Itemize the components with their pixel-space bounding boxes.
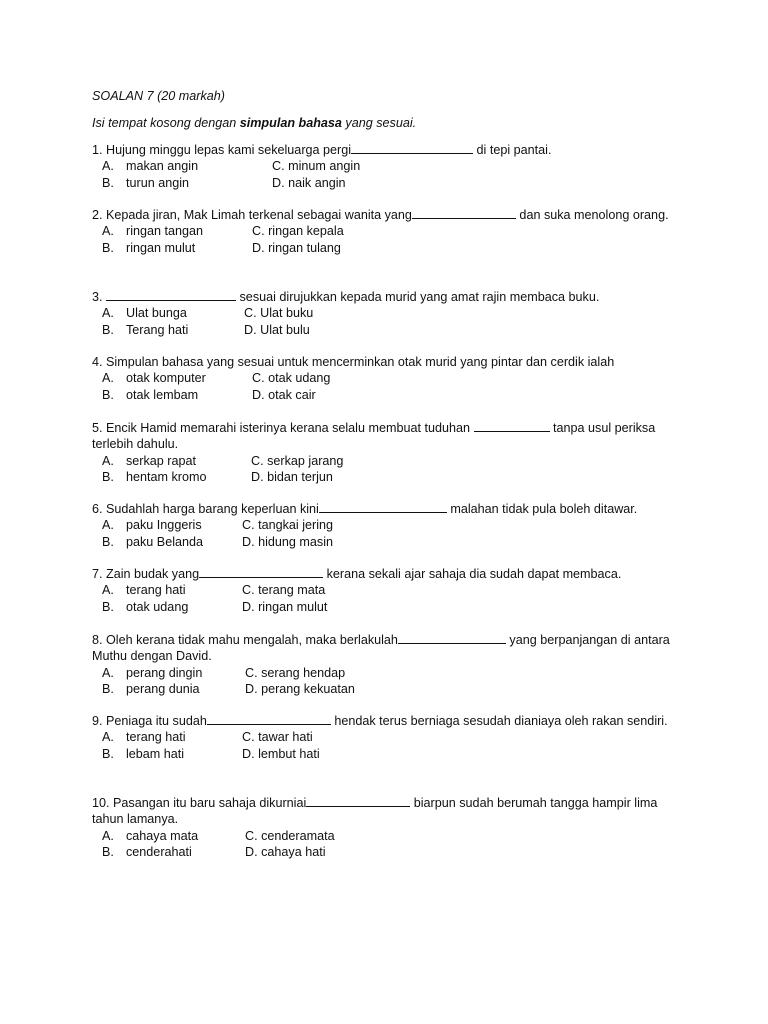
option-c[interactable]: C. otak udang	[252, 371, 331, 386]
option-b[interactable]: B. ringan mulut	[102, 240, 196, 255]
stem-before: 7. Zain budak yang	[92, 567, 200, 581]
options-row-2	[92, 322, 682, 338]
option-a[interactable]: A. Ulat bunga	[102, 306, 187, 321]
options-row-1	[92, 223, 682, 239]
question-9	[92, 713, 682, 762]
question-5	[92, 420, 682, 486]
question-stem	[92, 566, 682, 582]
option-b[interactable]: B. Terang hati	[102, 322, 189, 337]
stem-after: hendak terus berniaga sesudah dianiaya oleh rakan sendiri.	[330, 714, 668, 728]
answer-blank[interactable]	[398, 632, 506, 644]
question-stem	[92, 632, 682, 665]
options-row-2	[92, 240, 682, 256]
option-d[interactable]: D. naik angin	[272, 175, 346, 190]
option-c[interactable]: C. serang hendap	[245, 665, 346, 680]
question-2	[92, 207, 682, 256]
stem-after: biarpun sudah berumah tangga hampir lima tahun lamanya.	[92, 796, 658, 827]
answer-blank[interactable]	[351, 142, 473, 154]
section-title: SOALAN 7 (20 markah)	[92, 89, 225, 103]
instruction-bold: simpulan bahasa	[239, 116, 342, 130]
option-b[interactable]: B. otak udang	[102, 599, 189, 614]
stem-before: 5. Encik Hamid memarahi isterinya kerana selalu membuat tuduhan	[92, 421, 474, 435]
answer-blank[interactable]	[319, 501, 447, 513]
option-b[interactable]: B. hentam kromo	[102, 470, 207, 485]
option-d[interactable]: D. Ulat bulu	[244, 322, 310, 337]
options-row-2	[92, 599, 682, 615]
option-d[interactable]: D. perang kekuatan	[245, 682, 355, 697]
question-4	[92, 354, 692, 403]
question-8	[92, 632, 682, 698]
options-row-1	[92, 665, 682, 681]
stem-after: di tepi pantai.	[473, 143, 552, 157]
answer-blank[interactable]	[306, 795, 410, 807]
instruction-pre: Isi tempat kosong dengan	[92, 116, 240, 130]
question-stem	[92, 142, 682, 158]
option-d[interactable]: D. hidung masin	[242, 534, 334, 549]
answer-blank[interactable]	[207, 713, 331, 725]
stem-before: 9. Peniaga itu sudah	[92, 714, 207, 728]
question-1	[92, 142, 682, 191]
options-row-1	[92, 370, 692, 386]
options-row-1	[92, 305, 682, 321]
question-10	[92, 795, 682, 861]
question-6	[92, 501, 692, 550]
question-7	[92, 566, 682, 615]
option-a[interactable]: A. perang dingin	[102, 665, 203, 680]
option-b[interactable]: B. paku Belanda	[102, 534, 204, 549]
options-row-1	[92, 453, 682, 469]
question-stem	[92, 289, 682, 305]
answer-blank[interactable]	[106, 289, 236, 301]
stem-after: sesuai dirujukkan kepada murid yang amat rajin membaca buku.	[236, 290, 600, 304]
option-d[interactable]: D. ringan mulut	[242, 599, 328, 614]
stem-after: yang berpanjangan di antara Muthu dengan David.	[92, 633, 670, 664]
stem-before: 2. Kepada jiran, Mak Limah terkenal sebagai wanita yang	[92, 208, 412, 222]
options-row-2	[92, 844, 682, 860]
answer-blank[interactable]	[412, 207, 516, 219]
stem-before: 8. Oleh kerana tidak mahu mengalah, maka berlakulah	[92, 633, 398, 647]
options-row-1	[92, 158, 682, 174]
options-row-1	[92, 582, 682, 598]
option-a[interactable]: A. paku Inggeris	[102, 518, 202, 533]
option-b[interactable]: B. otak lembam	[102, 387, 199, 402]
option-c[interactable]: C. tawar hati	[242, 730, 313, 745]
option-c[interactable]: C. ringan kepala	[252, 224, 344, 239]
stem-after: kerana sekali ajar sahaja dia sudah dapat membaca.	[323, 567, 622, 581]
option-b[interactable]: B. turun angin	[102, 175, 190, 190]
option-d[interactable]: D. cahaya hati	[245, 845, 326, 860]
option-a[interactable]: A. ringan tangan	[102, 224, 204, 239]
options-row-2	[92, 746, 682, 762]
option-a[interactable]: A. terang hati	[102, 730, 186, 745]
question-stem	[92, 795, 682, 828]
stem-after: malahan tidak pula boleh ditawar.	[446, 502, 638, 516]
option-b[interactable]: B. cenderahati	[102, 845, 192, 860]
instruction-text	[92, 115, 416, 131]
option-d[interactable]: D. otak cair	[252, 387, 316, 402]
question-stem	[92, 207, 682, 223]
option-a[interactable]: A. terang hati	[102, 583, 186, 598]
stem-after: tanpa usul periksa terlebih dahulu.	[92, 421, 656, 452]
option-c[interactable]: C. tangkai jering	[242, 518, 334, 533]
option-d[interactable]: D. lembut hati	[242, 746, 320, 761]
option-d[interactable]: D. ringan tulang	[252, 240, 341, 255]
answer-blank[interactable]	[474, 420, 550, 432]
options-row-2	[92, 681, 682, 697]
option-b[interactable]: B. lebam hati	[102, 746, 185, 761]
option-c[interactable]: C. cenderamata	[245, 828, 335, 843]
option-a[interactable]: A. makan angin	[102, 159, 199, 174]
option-d[interactable]: D. bidan terjun	[251, 470, 333, 485]
options-row-2	[92, 534, 692, 550]
option-c[interactable]: C. minum angin	[272, 159, 361, 174]
option-b[interactable]: B. perang dunia	[102, 682, 200, 697]
option-a[interactable]: A. serkap rapat	[102, 453, 197, 468]
options-row-2	[92, 387, 692, 403]
option-a[interactable]: A. cahaya mata	[102, 828, 199, 843]
question-stem	[92, 354, 692, 370]
question-stem	[92, 713, 682, 729]
stem-before: 3.	[92, 290, 107, 304]
instruction-post: yang sesuai.	[341, 116, 417, 130]
option-c[interactable]: C. Ulat buku	[244, 306, 314, 321]
question-stem	[92, 501, 692, 517]
stem-before: 6. Sudahlah harga barang keperluan kini	[92, 502, 319, 516]
stem-before: 10. Pasangan itu baru sahaja dikurniai	[92, 796, 307, 810]
question-3	[92, 289, 682, 338]
options-row-1	[92, 828, 682, 844]
options-row-2	[92, 469, 682, 485]
answer-blank[interactable]	[199, 566, 323, 578]
options-row-1	[92, 729, 682, 745]
stem-before: 1. Hujung minggu lepas kami sekeluarga pergi	[92, 143, 352, 157]
stem-after: dan suka menolong orang.	[515, 208, 669, 222]
options-row-1	[92, 517, 692, 533]
option-c[interactable]: C. terang mata	[242, 583, 326, 598]
question-stem	[92, 420, 682, 453]
option-c[interactable]: C. serkap jarang	[251, 453, 344, 468]
option-a[interactable]: A. otak komputer	[102, 371, 206, 386]
stem-before: 4. Simpulan bahasa yang sesuai untuk mencerminkan otak murid yang pintar dan cerdik ialah	[92, 355, 615, 369]
options-row-2	[92, 175, 682, 191]
